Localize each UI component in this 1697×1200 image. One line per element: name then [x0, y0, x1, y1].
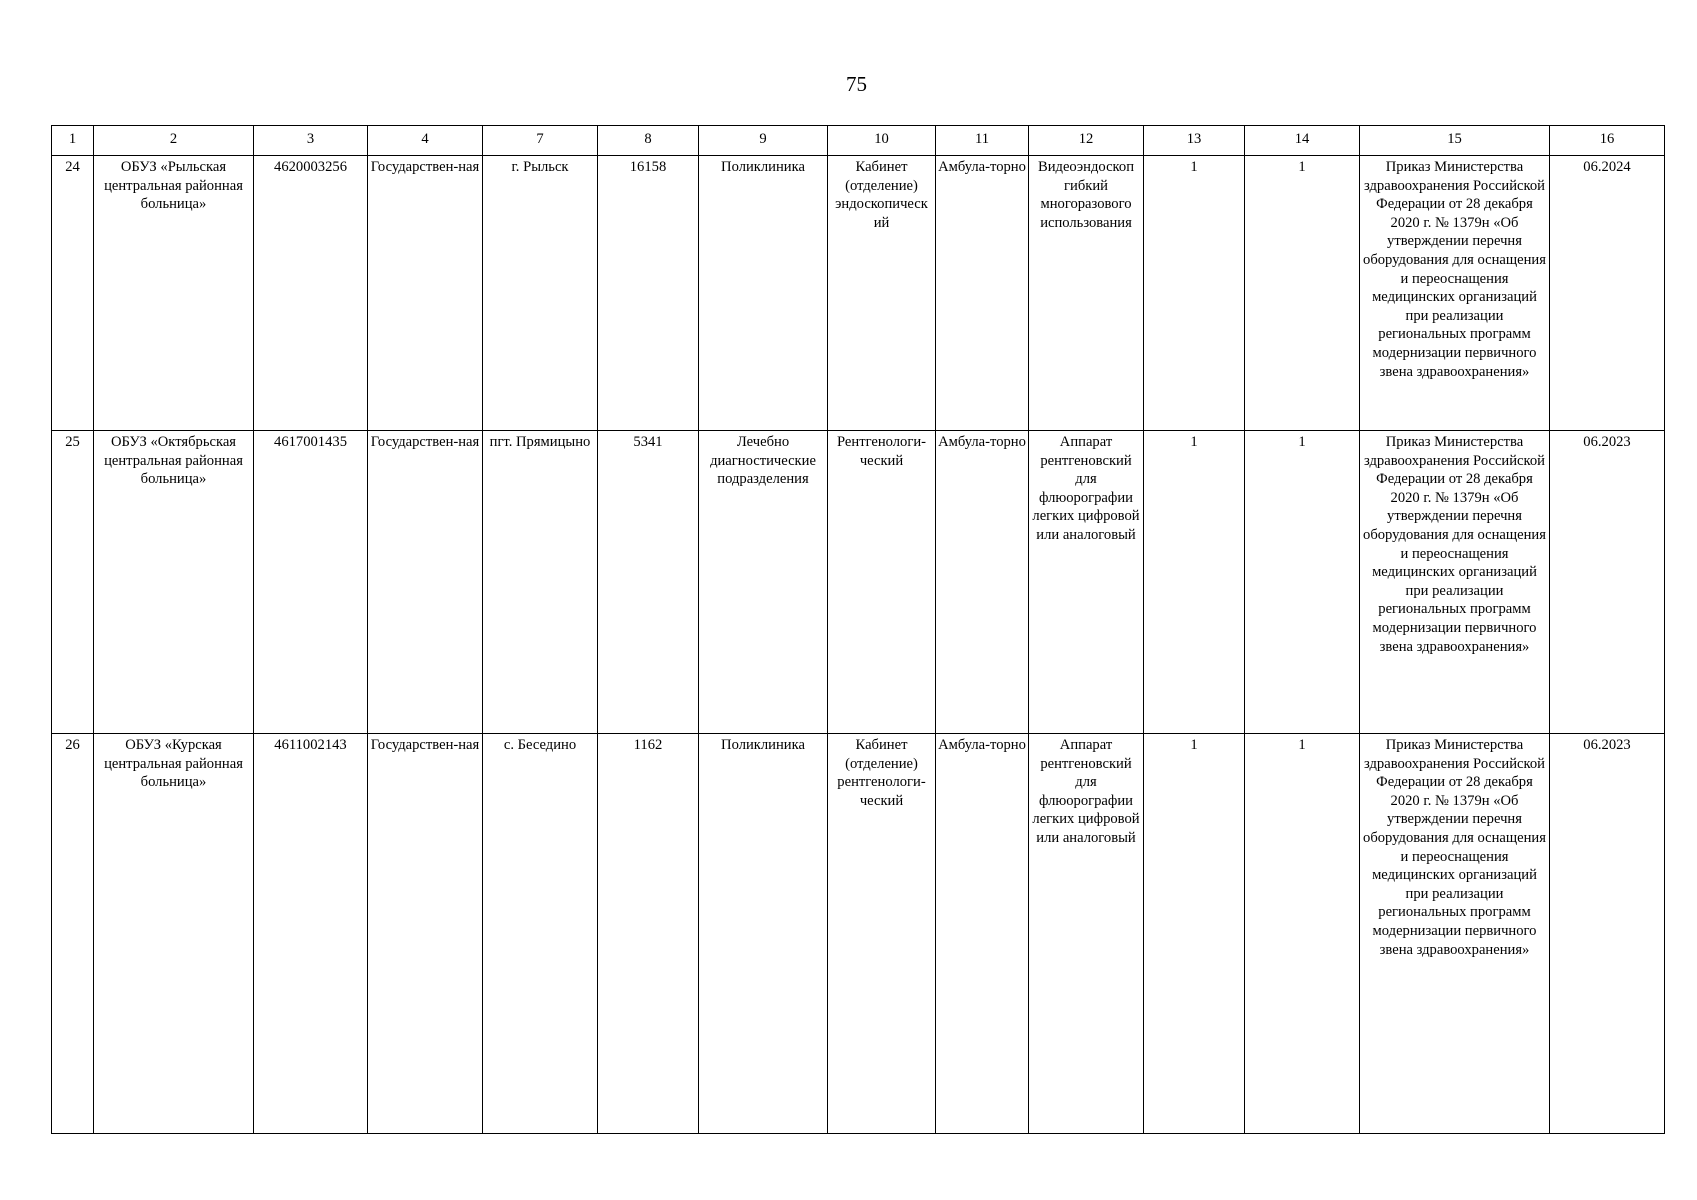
equipment-register-table	[51, 125, 1665, 1134]
header-cell: 13	[1144, 126, 1245, 156]
unit-cell: Лечебно диагностические подразделения	[699, 431, 828, 734]
order-cell: Приказ Министерства здравоохранения Российской Федерации от 28 декабря 2020 г. № 1379н «Об утверждении перечня оборудования для оснащения и переоснащения медицинских организаций при реализации региональных программ модернизации первичного звена здравоохранения»	[1360, 156, 1550, 431]
table-row	[52, 734, 1665, 1134]
care-type-cell: Амбула-торно	[936, 734, 1029, 1134]
header-cell: 4	[368, 126, 483, 156]
locality-cell: пгт. Прямицыно	[483, 431, 598, 734]
department-cell: Кабинет (отделение) рентгенологи-ческий	[828, 734, 936, 1134]
header-cell: 9	[699, 126, 828, 156]
row-number-cell: 24	[52, 156, 94, 431]
care-type-cell: Амбула-торно	[936, 431, 1029, 734]
unit-cell: Поликлиника	[699, 734, 828, 1134]
header-cell: 3	[254, 126, 368, 156]
inn-cell: 4620003256	[254, 156, 368, 431]
ownership-cell: Государствен-ная	[368, 734, 483, 1134]
order-cell: Приказ Министерства здравоохранения Российской Федерации от 28 декабря 2020 г. № 1379н «Об утверждении перечня оборудования для оснащения и переоснащения медицинских организаций при реализации региональных программ модернизации первичного звена здравоохранения»	[1360, 734, 1550, 1134]
care-type-cell: Амбула-торно	[936, 156, 1029, 431]
header-cell: 10	[828, 126, 936, 156]
unit-cell: Поликлиника	[699, 156, 828, 431]
department-cell: Кабинет (отделение) эндоскопическ ий	[828, 156, 936, 431]
equipment-cell: Аппарат рентгеновский для флюорографии легких цифровой или аналоговый	[1029, 734, 1144, 1134]
header-cell: 14	[1245, 126, 1360, 156]
organization-cell: ОБУЗ «Октябрьская центральная районная больница»	[94, 431, 254, 734]
department-cell: Рентгенологи-ческий	[828, 431, 936, 734]
equipment-cell: Аппарат рентгеновский для флюорографии легких цифровой или аналоговый	[1029, 431, 1144, 734]
organization-cell: ОБУЗ «Рыльская центральная районная больница»	[94, 156, 254, 431]
row-number-cell: 26	[52, 734, 94, 1134]
header-cell: 8	[598, 126, 699, 156]
population-cell: 5341	[598, 431, 699, 734]
quantity-cell: 1	[1144, 734, 1245, 1134]
date-cell: 06.2024	[1550, 156, 1665, 431]
header-cell: 15	[1360, 126, 1550, 156]
date-cell: 06.2023	[1550, 431, 1665, 734]
ownership-cell: Государствен-ная	[368, 156, 483, 431]
header-cell: 2	[94, 126, 254, 156]
population-cell: 1162	[598, 734, 699, 1134]
quantity-cell: 1	[1245, 431, 1360, 734]
quantity-cell: 1	[1144, 431, 1245, 734]
ownership-cell: Государствен-ная	[368, 431, 483, 734]
locality-cell: г. Рыльск	[483, 156, 598, 431]
inn-cell: 4611002143	[254, 734, 368, 1134]
population-cell: 16158	[598, 156, 699, 431]
header-cell: 12	[1029, 126, 1144, 156]
order-cell: Приказ Министерства здравоохранения Российской Федерации от 28 декабря 2020 г. № 1379н «Об утверждении перечня оборудования для оснащения и переоснащения медицинских организаций при реализации региональных программ модернизации первичного звена здравоохранения»	[1360, 431, 1550, 734]
equipment-cell: Видеоэндоскоп гибкий многоразового использования	[1029, 156, 1144, 431]
locality-cell: с. Беседино	[483, 734, 598, 1134]
page-number: 75	[846, 72, 867, 96]
date-cell: 06.2023	[1550, 734, 1665, 1134]
header-cell: 7	[483, 126, 598, 156]
header-row	[52, 126, 1665, 156]
table-row	[52, 156, 1665, 431]
organization-cell: ОБУЗ «Курская центральная районная больница»	[94, 734, 254, 1134]
header-cell: 16	[1550, 126, 1665, 156]
header-cell: 11	[936, 126, 1029, 156]
row-number-cell: 25	[52, 431, 94, 734]
table-row	[52, 431, 1665, 734]
header-cell: 1	[52, 126, 94, 156]
inn-cell: 4617001435	[254, 431, 368, 734]
quantity-cell: 1	[1245, 156, 1360, 431]
quantity-cell: 1	[1245, 734, 1360, 1134]
quantity-cell: 1	[1144, 156, 1245, 431]
